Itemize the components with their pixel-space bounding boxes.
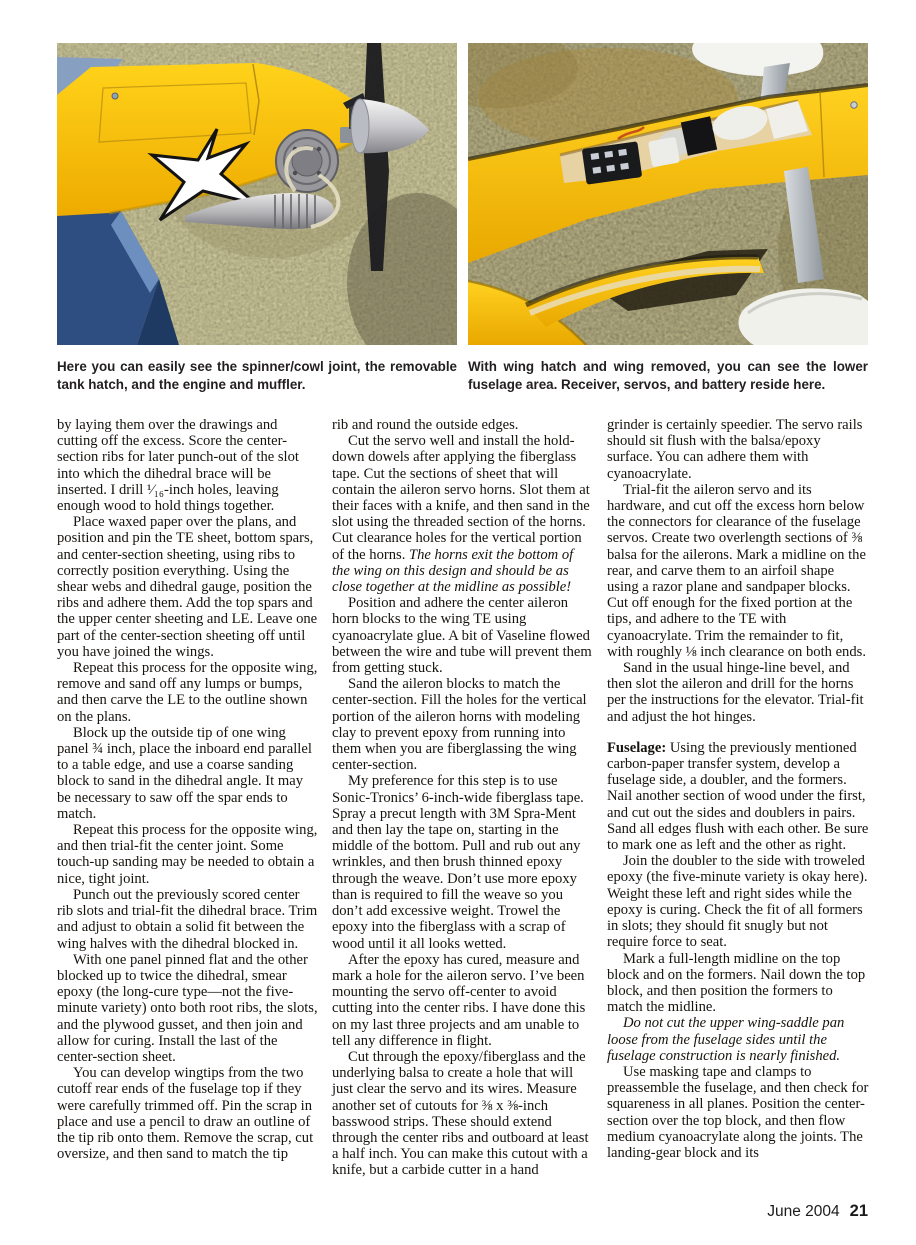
photo-right-caption: With wing hatch and wing removed, you can see the lower fuselage area. Receiver, servos, and battery reside here. (468, 359, 868, 392)
hatch-screw (112, 93, 118, 99)
paragraph (607, 1015, 869, 1064)
paragraph (332, 676, 594, 773)
article-column-2 (332, 417, 594, 1179)
text-run: Using the previously mentioned carbon-paper transfer system, develop a fuselage side, a doubler, and the formers. Nail another section of wood under the first, and cut out the sides and doublers in pairs. Sand all edges flush with each other. Be sure to mark one as left and the other as right. (607, 739, 869, 854)
paragraph (332, 417, 594, 433)
issue-date: June 2004 (767, 1203, 840, 1220)
page-footer (767, 1202, 868, 1221)
paragraph (332, 595, 594, 676)
text-run: After the epoxy has cured, measure and mark a hole for the aileron servo. I’ve been mounting the servo off-center to avoid cutting into the center ribs. I have done this on my last three projects and am unable to tell any difference in flight. (332, 951, 586, 1049)
text-run: grinder is certainly speedier. The servo rails should sit flush with the balsa/epoxy surface. You can adhere them with cyanoacrylate. (607, 417, 863, 482)
text-run: You can develop wingtips from the two cutoff rear ends of the fuselage top if they were carefully trimmed off. Pin the scrap in place and use a pencil to draw an outline of the tip rib onto them. Remove the scrap, cut oversize, and then sand to match the tip (57, 1065, 314, 1163)
text-run: Trial-fit the aileron servo and its hardware, and cut off the excess horn below the connectors for clearance of the fuselage servos. Create two overlength sections of ⅜ balsa for the ailerons. Mark a midline on the rear, and carve them to an airfoil shape using a razor plane and sandpaper blocks. Cut off enough for the fixed portion at the tips, and adhere to the TE with cyanoacrylate. Trim the remainder to fit, with roughly ⅛ inch clearance on both ends. (607, 481, 866, 660)
text-run: With one panel pinned flat and the other blocked up to twice the dihedral, smear epoxy (the long-cure type—not the five-minute variety) onto both root ribs, the slots, and the plywood gusset, and then join and allow for curing. Install the last of the center-section sheet. (57, 951, 318, 1065)
paragraph (607, 417, 869, 482)
text-run: Join the doubler to the side with troweled epoxy (the five-minute variety is okay here). Weight these left and right sides while the epoxy is curing. Check the fit of all formers in slots; they should fit snugly but not require force to seat. (607, 853, 868, 951)
paragraph (607, 482, 869, 660)
photo-row (57, 43, 868, 393)
text-run: rib and round the outside edges. (332, 417, 519, 433)
paragraph (57, 417, 319, 514)
text-run: My preference for this step is to use Sonic-Tronics’ 6-inch-wide fiberglass tape. Spray a precut length with 3M Spra-Ment and then lay the tape on, starting in the middle of the bottom. Pull and rub out any wrinkles, and then brush thinned epoxy through the weave. Don’t use more epoxy than is required to fill the weave so you don’t add excessive weight. Trowel the epoxy into the fiberglass with a scrap of wood until it all looks wetted. (332, 773, 584, 952)
text-run: Block up the outside tip of one wing panel ¾ inch, place the inboard end parallel to a table edge, and use a coarse sanding block to sand in the dihedral angle. It may be necessary to saw off the spar ends to match. (57, 724, 312, 822)
hatch-screw (851, 102, 857, 108)
paragraph (607, 740, 869, 853)
text-run: Position and adhere the center aileron horn blocks to the wing TE using cyanoacrylate glue. A bit of Vaseline flowed between the wire and tube will prevent them from getting stuck. (332, 595, 592, 677)
paragraph (57, 660, 319, 725)
paragraph (607, 853, 869, 950)
paragraph (57, 822, 319, 887)
paragraph (332, 952, 594, 1049)
photo-left-figure (57, 43, 457, 393)
paragraph (57, 952, 319, 1065)
photo-right-figure (468, 43, 868, 393)
photo-fuselage-interior (468, 43, 868, 345)
paragraph (57, 514, 319, 660)
paragraph (607, 951, 869, 1016)
paragraph (57, 725, 319, 822)
photo-left-caption: Here you can easily see the spinner/cowl joint, the removable tank hatch, and the engine and muffler. (57, 359, 457, 392)
page-number: 21 (849, 1202, 868, 1220)
text-run: Fuselage: (607, 739, 667, 756)
servo (648, 137, 680, 167)
paragraph (332, 773, 594, 951)
paragraph (332, 1049, 594, 1179)
paragraph (607, 660, 869, 725)
article-column-3 (607, 417, 869, 1179)
text-run: Do not cut the upper wing-saddle pan loose from the fuselage sides until the fuselage construction is nearly finished. (607, 1015, 845, 1064)
text-run: Punch out the previously scored center rib slots and trial-fit the dihedral brace. Trim and adjust to obtain a solid fit between the wing halves with the dihedral blocked in. (57, 886, 318, 952)
text-run: Place waxed paper over the plans, and position and pin the TE sheet, bottom spars, and center-section sheeting, using ribs to correctly position everything. Using the shear webs and dihedral gauge, position the ribs and adhere them. Add the top spars and the upper center sheeting and LE. Leave one part of the center-section sheeting off until you have joined the wings. (57, 514, 318, 660)
text-run: Repeat this process for the opposite wing, remove and sand off any lumps or bumps, and then carve the LE to the outline shown on the plans. (57, 660, 318, 725)
text-run: Cut the servo well and install the hold-down dowels after applying the fiberglass tape. Cut the sections of sheet that will contain the aileron servo horns. Slot them at their faces with a knife, and then sand in the slot using the threaded section of the horns. Cut clearance holes for the vertical portion of the horns. (332, 433, 590, 563)
text-run: Cut through the epoxy/fiberglass and the underlying balsa to create a hole that will just clear the servo and its wires. Measure another set of cutouts for ⅜ x ⅜-inch basswood strips. These should extend through the center ribs and outboard at least a half inch. You can make this cutout with a knife, but a carbide cutter in a hand (332, 1048, 589, 1179)
text-run: Use masking tape and clamps to preassemble the fuselage, and then check for squareness in all planes. Position the center-section over the top block, and then flow medium cyanoacrylate along the joints. The landing-gear block and its (607, 1063, 869, 1161)
paragraph (332, 433, 594, 595)
text-run: Sand the aileron blocks to match the center-section. Fill the holes for the vertical portion of the aileron horns with modeling clay to prevent epoxy from running into them when you are fiberglassing the wing center-section. (332, 676, 587, 774)
text-run: Mark a full-length midline on the top block and on the formers. Nail down the top block, and then position the formers to match the midline. (607, 950, 866, 1016)
text-run: Sand in the usual hinge-line bevel, and then slot the aileron and drill for the horns per the instructions for the elevator. Trial-fit and adjust the hot hinges. (607, 660, 864, 725)
article-body (57, 417, 868, 1179)
paragraph (607, 1064, 869, 1161)
paragraph (57, 1065, 319, 1162)
text-run: The horns exit the bottom of the wing on this design and should be as close together at the midline as possible! (332, 546, 574, 596)
article-column-1 (57, 417, 319, 1179)
photo-engine-cowl (57, 43, 457, 345)
text-run: Repeat this process for the opposite wing, and then trial-fit the center joint. Some touch-up sanding may be needed to obtain a nice, tight joint. (57, 822, 318, 887)
paragraph (57, 887, 319, 952)
text-run: by laying them over the drawings and cutting off the excess. Score the center-section ribs for later punch-out of the slot into which the dihedral brace will be inserted. I drill ¹⁄₁₆-inch holes, leaving enough wood to hold things together. (57, 417, 299, 515)
